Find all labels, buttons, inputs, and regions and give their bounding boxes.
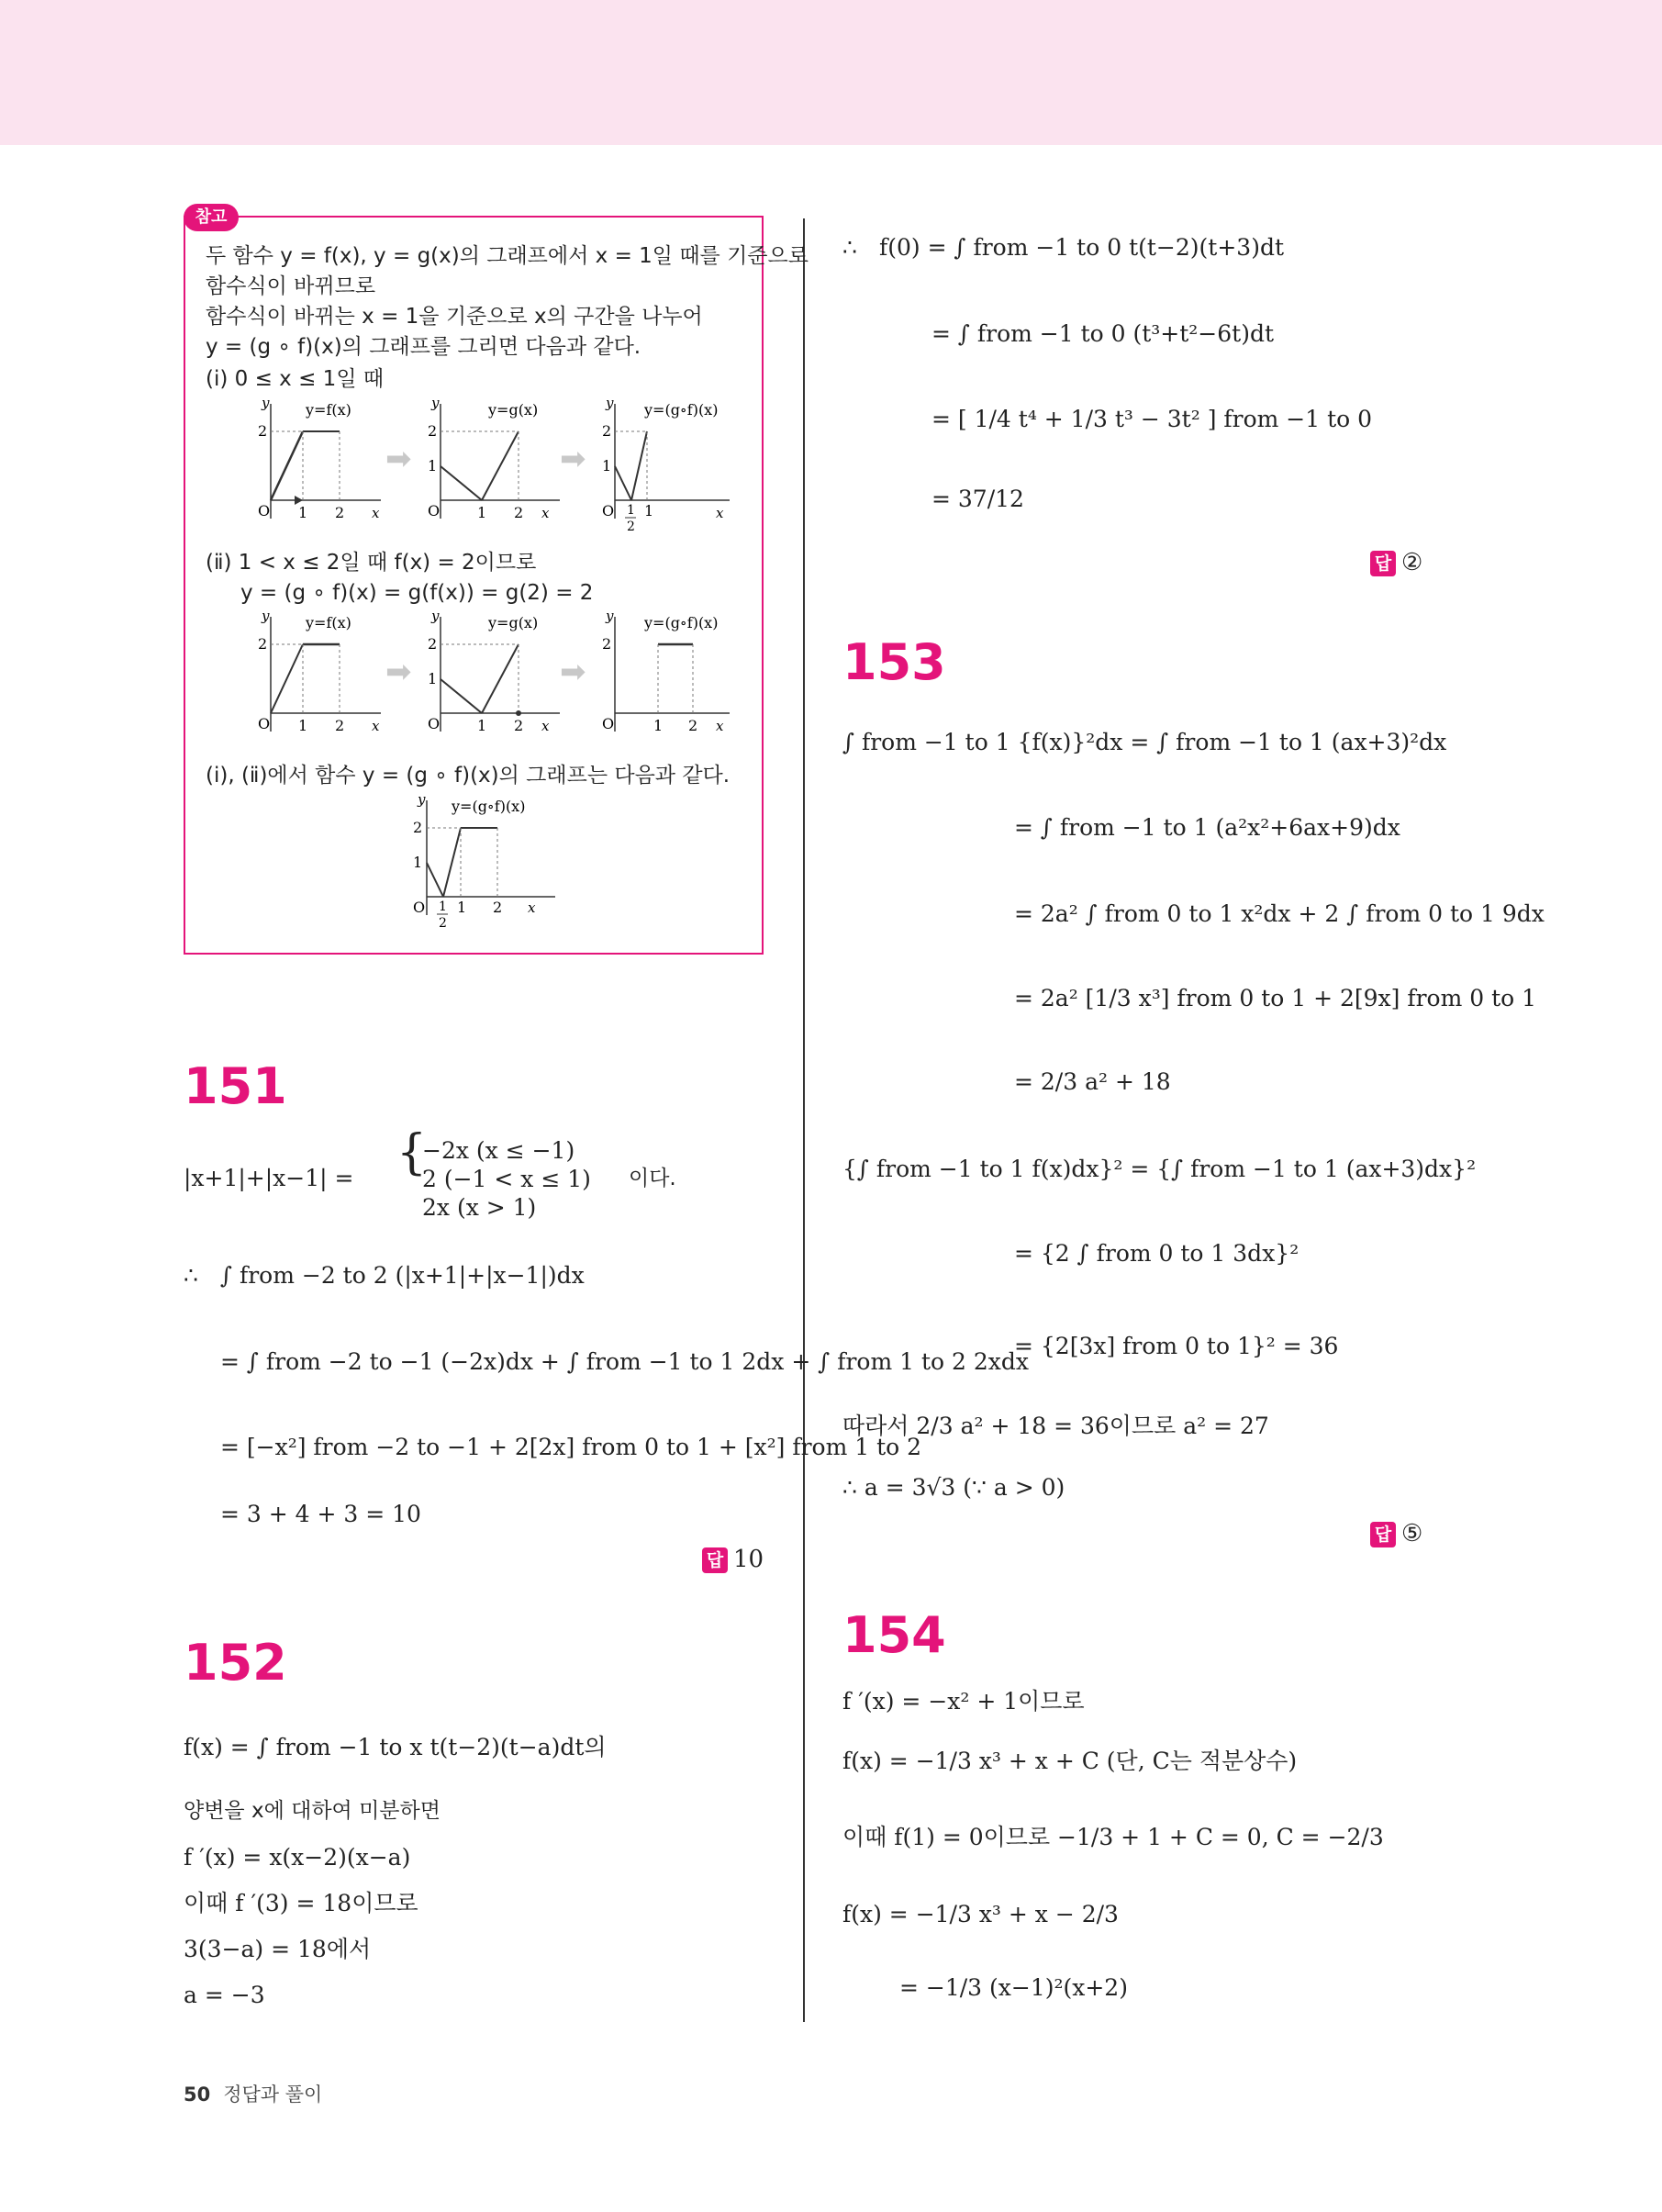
left-brace: { [396, 1125, 428, 1180]
origin-label: O [602, 715, 615, 732]
case-line: 2x (x > 1) [422, 1194, 537, 1221]
y-axis-label: y [262, 608, 270, 624]
graph-title: y=f(x) [306, 614, 351, 631]
column-divider [803, 218, 805, 2022]
math-step: = {2 ∫ from 0 to 1 3dx}² [1014, 1240, 1299, 1267]
math-step: = [−x²] from −2 to −1 + 2[2x] from 0 to 1 + [x²] from 1 to 2 [220, 1434, 922, 1460]
origin-label: O [258, 715, 271, 732]
arrow-right-icon: ➡ [560, 441, 586, 477]
graph-title: y=(g∘f)(x) [644, 614, 719, 631]
footer-label: 정답과 풀이 [223, 2084, 323, 2106]
problem-number: 152 [184, 1634, 287, 1692]
tick-label: 2 [335, 717, 345, 734]
math-step: 따라서 2/3 a² + 18 = 36이므로 a² = 27 [842, 1413, 1269, 1439]
y-axis-label: y [606, 608, 614, 624]
note-line: 함수식이 바뀌는 x = 1을 기준으로 x의 구간을 나누어 [206, 305, 703, 329]
math-step: f(0) = ∫ from −1 to 0 t(t−2)(t+3)dt [879, 234, 1284, 261]
page-number: 50 [184, 2084, 211, 2106]
text-line: 양변을 x에 대하여 미분하면 [184, 1799, 441, 1823]
graph-gf-case1 [597, 395, 734, 537]
tick-label: 2 [428, 422, 438, 440]
y-axis-label: y [431, 608, 440, 624]
tick-label: 1 [413, 854, 423, 871]
y-axis-label: y [431, 395, 440, 411]
therefore-symbol: ∴ [842, 234, 857, 261]
problem-number: 154 [842, 1606, 946, 1664]
y-axis-label: y [606, 395, 614, 411]
math-step: f(x) = −1/3 x³ + x − 2/3 [842, 1901, 1119, 1927]
math-step: f ′(x) = −x² + 1이므로 [842, 1688, 1085, 1715]
tick-label: 2 [493, 899, 503, 916]
origin-label: O [413, 899, 426, 916]
answer-value: ⑤ [1401, 1520, 1423, 1547]
math-step: = 2a² [1/3 x³] from 0 to 1 + 2[9x] from 0 to 1 [1014, 985, 1537, 1011]
x-axis-label: x [716, 505, 724, 521]
tick-label: 2 [514, 717, 524, 734]
math-step: 3(3−a) = 18에서 [184, 1936, 372, 1962]
tick-label: 1 [298, 504, 308, 521]
graph-gf-combined [404, 791, 560, 938]
y-axis-label: y [262, 395, 270, 411]
x-axis-label: x [528, 899, 536, 916]
math-step: ∴ a = 3√3 (∵ a > 0) [842, 1474, 1065, 1501]
origin-label: O [428, 715, 441, 732]
answer-line [1370, 549, 1422, 576]
answer-badge: 답 [1370, 551, 1396, 576]
answer-value: ② [1401, 549, 1423, 576]
tick-label: 1 [439, 899, 447, 914]
answer-value: 10 [733, 1546, 764, 1573]
graph-g-case1 [422, 395, 569, 523]
graph-gf-case2 [597, 608, 734, 736]
origin-label: O [602, 502, 615, 519]
arrow-right-icon: ➡ [560, 654, 586, 690]
x-axis-label: x [541, 718, 550, 734]
math-step: f(x) = −1/3 x³ + x + C (단, C는 적분상수) [842, 1748, 1298, 1774]
tick-label: 2 [602, 422, 612, 440]
origin-label: O [258, 502, 271, 519]
math-step: ∫ from −2 to 2 (|x+1|+|x−1|)dx [220, 1262, 585, 1289]
x-axis-label: x [372, 718, 380, 734]
origin-label: O [428, 502, 441, 519]
math-step: = ∫ from −1 to 1 (a²x²+6ax+9)dx [1014, 814, 1400, 841]
math-step: = 3 + 4 + 3 = 10 [220, 1501, 421, 1527]
answer-line [1370, 1520, 1422, 1547]
equation-lhs: |x+1|+|x−1| = [184, 1165, 354, 1191]
math-step: = 2a² ∫ from 0 to 1 x²dx + 2 ∫ from 0 to 1 9dx [1014, 900, 1545, 927]
case-line: 2 (−1 < x ≤ 1) [422, 1166, 591, 1192]
math-step: = 37/12 [931, 486, 1024, 512]
note-line: (ⅰ), (ⅱ)에서 함수 y = (g ∘ f)(x)의 그래프는 다음과 같다. [206, 764, 731, 788]
graph-title: y=g(x) [488, 614, 539, 631]
tick-label: 1 [477, 504, 487, 521]
note-line: (ⅱ) 1 < x ≤ 2일 때 f(x) = 2이므로 [206, 551, 537, 575]
answer-line [702, 1546, 764, 1573]
graph-f-case2 [243, 608, 390, 736]
tick-label: 2 [688, 717, 698, 734]
header-band [0, 0, 1662, 145]
tick-label: 2 [335, 504, 345, 521]
note-line: y = (g ∘ f)(x)의 그래프를 그리면 다음과 같다. [206, 335, 641, 359]
tick-label: 1 [428, 457, 438, 475]
math-step: 이때 f(1) = 0이므로 −1/3 + 1 + C = 0, C = −2/3 [842, 1824, 1384, 1850]
tick-label: 2 [258, 635, 268, 653]
note-line: 함수식이 바뀌므로 [206, 274, 376, 298]
problem-number: 151 [184, 1057, 287, 1115]
math-step: f ′(x) = x(x−2)(x−a) [184, 1844, 411, 1871]
graph-title: y=f(x) [306, 401, 351, 419]
math-step: = {2[3x] from 0 to 1}² = 36 [1014, 1333, 1339, 1359]
tick-label: 1 [627, 503, 635, 518]
math-step: = ∫ from −2 to −1 (−2x)dx + ∫ from −1 to 1 2dx + ∫ from 1 to 2 2xdx [220, 1348, 1029, 1375]
math-step: {∫ from −1 to 1 f(x)dx}² = {∫ from −1 to 1 (ax+3)dx}² [842, 1156, 1477, 1182]
answer-badge: 답 [1370, 1522, 1396, 1547]
tick-label: 2 [439, 916, 447, 931]
math-step: ∫ from −1 to 1 {f(x)}²dx = ∫ from −1 to 1 (ax+3)²dx [842, 729, 1447, 755]
tick-label: 1 [653, 717, 664, 734]
answer-badge: 답 [702, 1547, 728, 1573]
x-axis-label: x [716, 718, 724, 734]
tick-label: 1 [477, 717, 487, 734]
note-line: 두 함수 y = f(x), y = g(x)의 그래프에서 x = 1일 때를 기준으로 [206, 244, 809, 268]
tick-label: 2 [413, 819, 423, 836]
graph-title: y=g(x) [488, 401, 539, 419]
case-tail: 이다. [629, 1167, 676, 1190]
math-step: a = −3 [184, 1982, 265, 2008]
arrow-right-icon: ➡ [385, 654, 412, 690]
tick-label: 2 [627, 519, 635, 534]
graph-title: y=(g∘f)(x) [452, 798, 526, 815]
page-footer [184, 2080, 322, 2107]
tick-label: 1 [602, 457, 612, 475]
tick-label: 1 [428, 670, 438, 687]
graph-f-case1 [243, 395, 390, 523]
case-line: −2x (x ≤ −1) [422, 1137, 575, 1164]
math-step: = [ 1/4 t⁴ + 1/3 t³ − 3t² ] from −1 to 0 [931, 406, 1373, 432]
math-step: = ∫ from −1 to 0 (t³+t²−6t)dt [931, 320, 1275, 347]
x-axis-label: x [372, 505, 380, 521]
x-axis-label: x [541, 505, 550, 521]
tick-label: 2 [428, 635, 438, 653]
tick-label: 2 [258, 422, 268, 440]
math-step: = 2/3 a² + 18 [1014, 1068, 1171, 1095]
tick-label: 1 [298, 717, 308, 734]
tick-label: 1 [644, 502, 654, 519]
note-line: (ⅰ) 0 ≤ x ≤ 1일 때 [206, 367, 385, 391]
tick-label: 2 [602, 635, 612, 653]
problem-number: 153 [842, 633, 946, 691]
graph-title: y=(g∘f)(x) [644, 401, 719, 419]
math-step: = −1/3 (x−1)²(x+2) [899, 1974, 1128, 2001]
therefore-symbol: ∴ [184, 1262, 198, 1289]
note-line: y = (g ∘ f)(x) = g(f(x)) = g(2) = 2 [240, 581, 594, 605]
graph-g-case2 [422, 608, 569, 736]
math-step: f(x) = ∫ from −1 to x t(t−2)(t−a)dt의 [184, 1734, 607, 1760]
y-axis-label: y [418, 791, 426, 808]
math-step: 이때 f ′(3) = 18이므로 [184, 1890, 418, 1916]
tick-label: 1 [457, 899, 467, 916]
arrow-right-icon: ➡ [385, 441, 412, 477]
reference-tag: 참고 [184, 204, 239, 231]
tick-label: 2 [514, 504, 524, 521]
